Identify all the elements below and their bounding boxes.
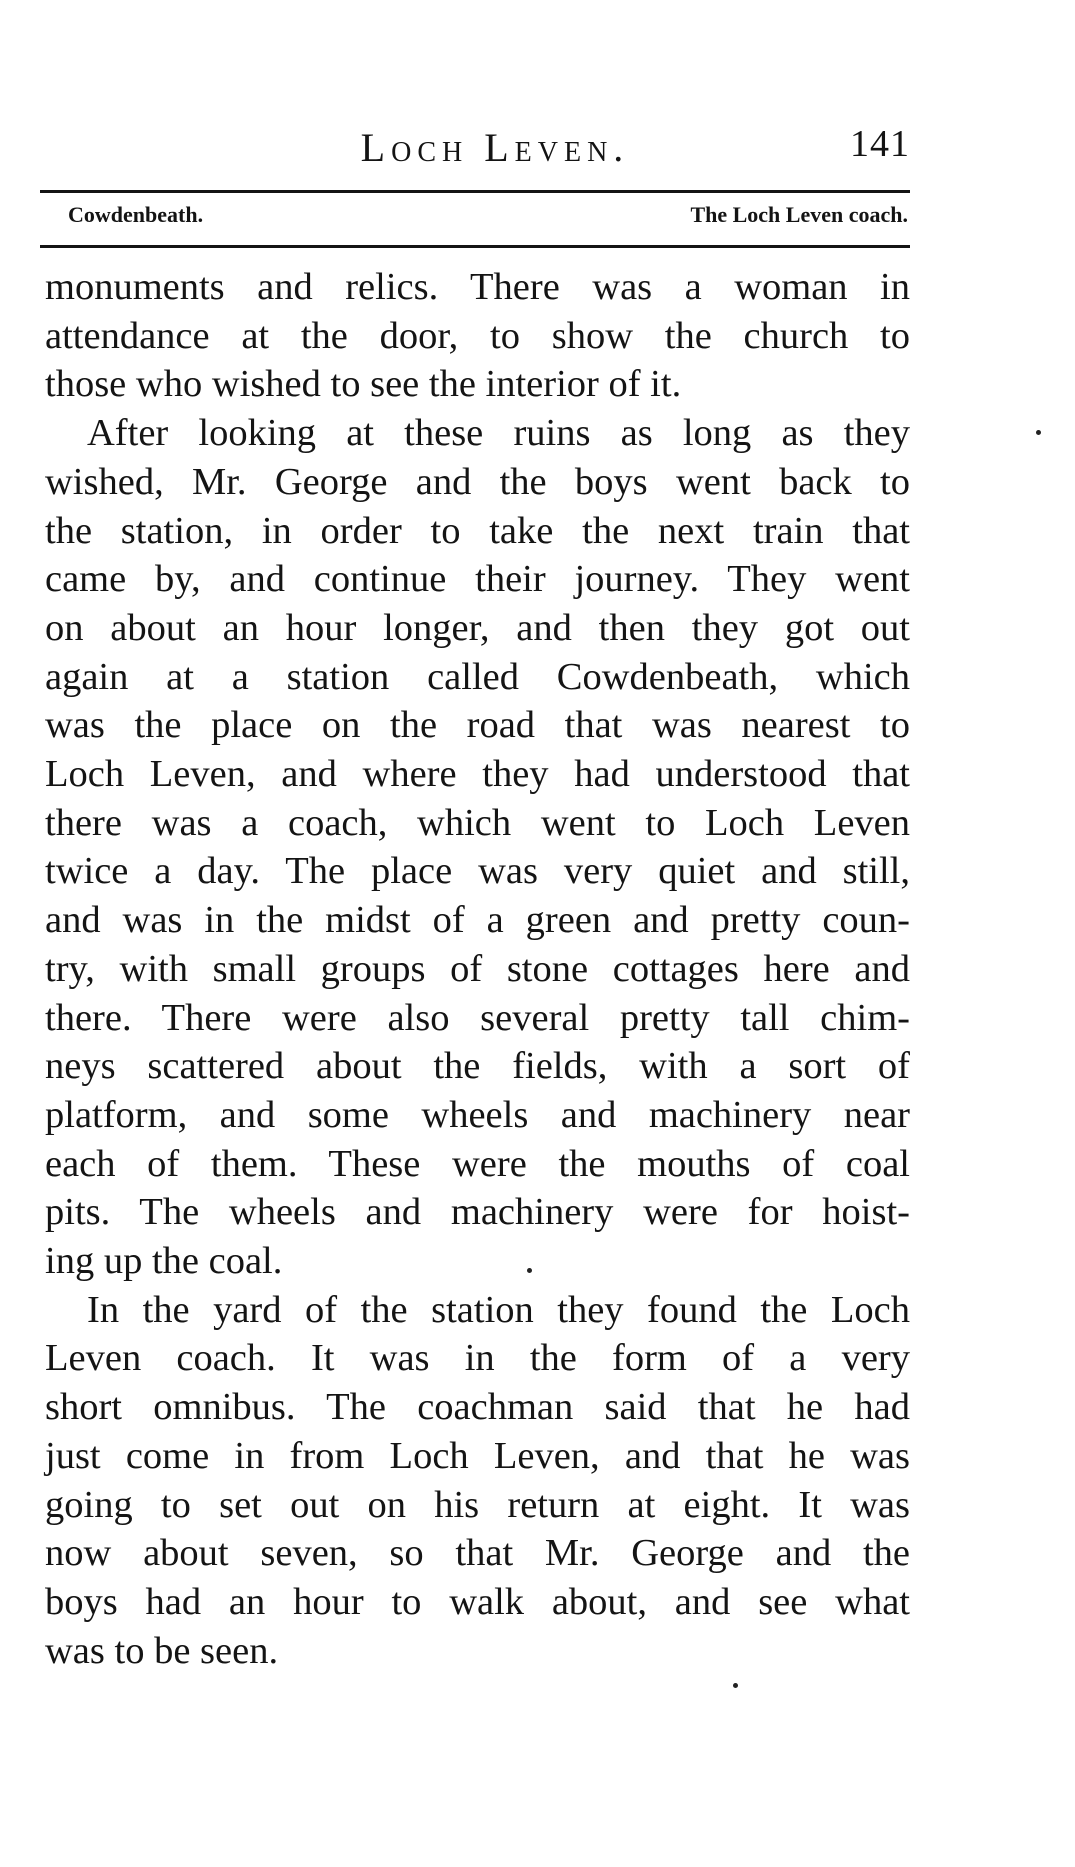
subhead-left: Cowdenbeath.	[68, 202, 204, 227]
text-line: there was a coach, which went to Loch Leven	[45, 801, 910, 844]
text-line: try, with small groups of stone cottages here and	[45, 947, 910, 990]
header-rule-top	[40, 190, 910, 193]
page-number: 141	[850, 123, 910, 165]
text-line: was to be seen.	[45, 1629, 279, 1672]
text-line: ing up the coal.	[45, 1240, 283, 1283]
text-line: those who wished to see the interior of it.	[45, 363, 682, 406]
text-line: attendance at the door, to show the church to	[45, 314, 910, 357]
text-line: there. There were also several pretty tall chim-	[45, 996, 910, 1039]
running-title: Loch Leven.	[360, 125, 630, 170]
text-line: In the yard of the station they found the Loch	[87, 1288, 910, 1331]
text-line: each of them. These were the mouths of coal	[45, 1142, 910, 1185]
text-line: twice a day. The place was very quiet and still,	[45, 850, 910, 893]
paragraph-2	[45, 409, 910, 1286]
scan-speck	[733, 1683, 738, 1688]
text-line: came by, and continue their journey. They went	[45, 558, 910, 601]
text-line: pits. The wheels and machinery were for hoist-	[45, 1191, 910, 1234]
text-line: platform, and some wheels and machinery near	[45, 1093, 910, 1136]
text-line: short omnibus. The coachman said that he had	[45, 1386, 910, 1429]
text-line: the station, in order to take the next train that	[45, 509, 910, 552]
paragraph-3	[45, 1286, 910, 1676]
scan-speck	[527, 1268, 532, 1273]
text-line: and was in the midst of a green and pretty coun-	[45, 899, 910, 942]
text-line: again at a station called Cowdenbeath, which	[45, 655, 910, 698]
paragraph-1	[45, 263, 910, 409]
header-rule-bottom	[40, 245, 910, 248]
running-head	[40, 118, 910, 170]
text-line: was the place on the road that was nearest to	[45, 704, 910, 747]
text-line: just come in from Loch Leven, and that he was	[45, 1434, 910, 1477]
text-line: Leven coach. It was in the form of a very	[45, 1337, 910, 1380]
text-line: boys had an hour to walk about, and see what	[45, 1580, 910, 1623]
subhead-right: The Loch Leven coach.	[690, 202, 908, 227]
text-line: going to set out on his return at eight. It was	[45, 1483, 910, 1526]
text-line: After looking at these ruins as long as they	[87, 412, 910, 455]
text-line: wished, Mr. George and the boys went back to	[45, 460, 910, 503]
body-text	[45, 263, 910, 1675]
text-line: neys scattered about the fields, with a sort of	[45, 1045, 910, 1088]
text-line: on about an hour longer, and then they got out	[45, 606, 910, 649]
text-line: Loch Leven, and where they had understood that	[45, 753, 910, 796]
text-line: monuments and relics. There was a woman in	[45, 266, 910, 308]
scan-speck	[1036, 430, 1041, 435]
text-line: now about seven, so that Mr. George and the	[45, 1532, 910, 1575]
